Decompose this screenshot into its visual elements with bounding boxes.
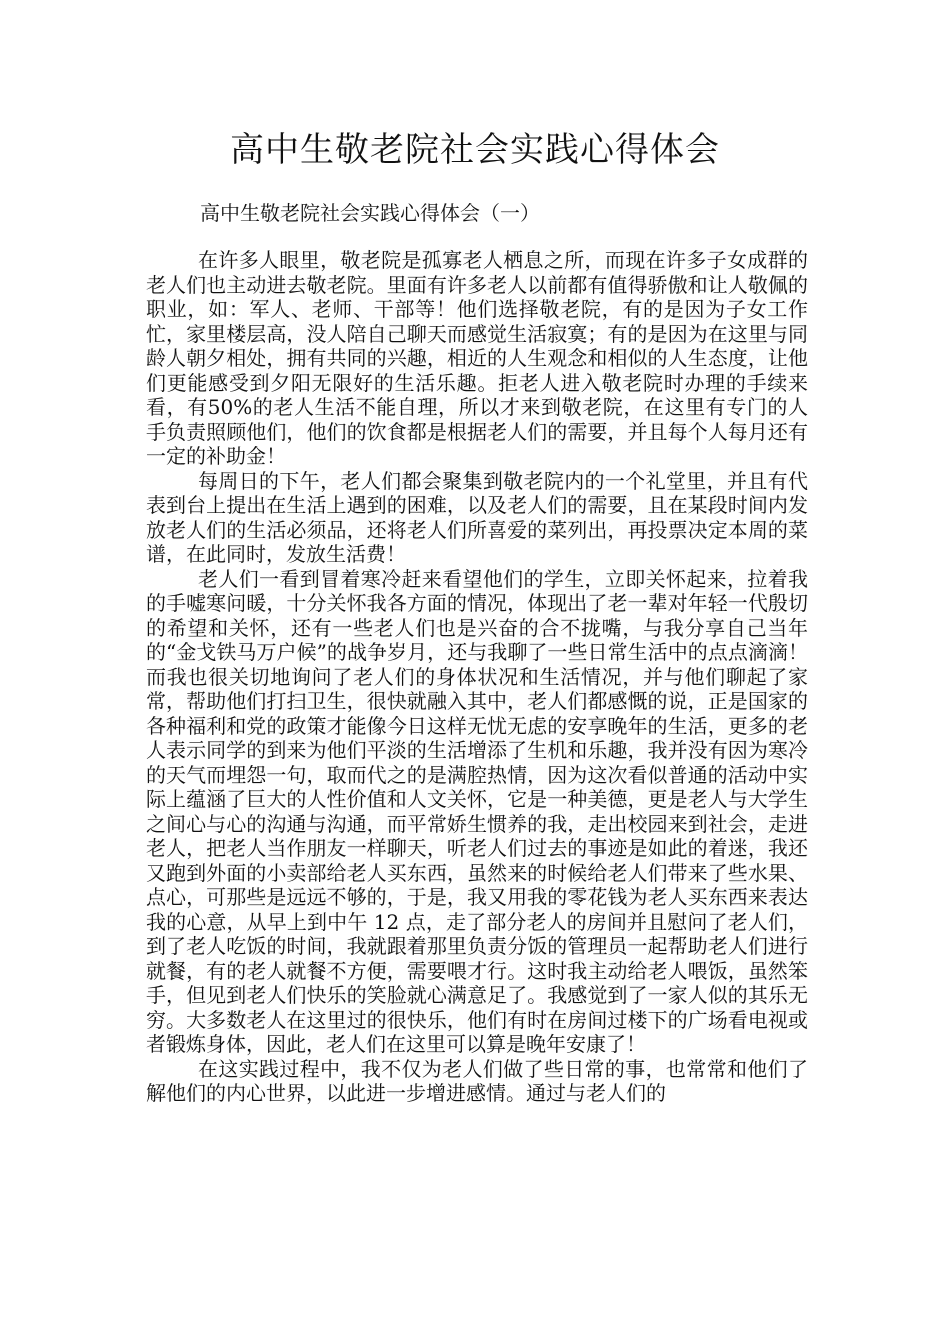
paragraph-1: 在许多人眼里，敬老院是孤寡老人栖息之所，而现在许多子女成群的老人们也主动进去敬老院。里面有许多老人以前都有值得骄傲和让人敬佩的职业，如：军人、老师、干部等！他们选择敬老院，有的是因为子女工作忙，家里楼层高，没人陪自己聊天而感觉生活寂寞；有的是因为在这里与同龄人朝夕相处，拥有共同的兴趣，相近的人生观念和相似的人生态度，让他们更能感受到夕阳无限好的生活乐趣。拒老人进入敬老院时办理的手续来看，有50%的老人生活不能自理，所以才来到敬老院，在这里有专门的人手负责照顾他们，他们的饮食都是根据老人们的需要，并且每个人每月还有一定的补助金！ [146,248,808,468]
paragraph-2: 每周日的下午，老人们都会聚集到敬老院内的一个礼堂里，并且有代表到台上提出在生活上遇到的困难，以及老人们的需要，且在某段时间内发放老人们的生活必须品，还将老人们所喜爱的菜列出，再投票决定本周的菜谱，在此同时，发放生活费！ [146,468,808,566]
document-subtitle: 高中生敬老院社会实践心得体会（一） [200,201,540,225]
paragraph-3: 老人们一看到冒着寒冷赶来看望他们的学生，立即关怀起来，拉着我的手嘘寒问暖，十分关怀我各方面的情况，体现出了老一辈对年轻一代殷切的希望和关怀，还有一些老人们也是兴奋的合不拢嘴，与我分享自己当年的“金戈铁马万户候”的战争岁月，还与我聊了一些日常生活中的点点滴滴！而我也很关切地询问了老人们的身体状况和生活情况，并与他们聊起了家常，帮助他们打扫卫生，很快就融入其中，老人们都感慨的说，正是国家的各种福利和党的政策才能像今日这样无忧无虑的安享晚年的生活，更多的老人表示同学的到来为他们平淡的生活增添了生机和乐趣，我并没有因为寒冷的天气而埋怨一句，取而代之的是满腔热情，因为这次看似普通的活动中实际上蕴涵了巨大的人性价值和人文关怀，它是一种美德，更是老人与大学生之间心与心的沟通与沟通，而平常娇生惯养的我，走出校园来到社会，走进老人，把老人当作朋友一样聊天，听老人们过去的事迹是如此的着迷，我还又跑到外面的小卖部给老人买东西，虽然来的时候给老人们带来了些水果、点心，可那些是远远不够的，于是，我又用我的零花钱为老人买东西来表达我的心意，从早上到中午 12 点，走了部分老人的房间并且慰问了老人们，到了老人吃饭的时间，我就跟着那里负责分饭的管理员一起帮助老人们进行就餐，有的老人就餐不方便，需要喂才行。这时我主动给老人喂饭，虽然笨手，但见到老人们快乐的笑脸就心满意足了。我感觉到了一家人似的其乐无穷。大多数老人在这里过的很快乐，他们有时在房间过楼下的广场看电视或者锻炼身体，因此，老人们在这里可以算是晚年安康了！ [146,566,808,1056]
paragraph-4: 在这实践过程中，我不仅为老人们做了些日常的事，也常常和他们了解他们的内心世界，以此进一步增进感情。通过与老人们的 [146,1056,808,1105]
document-title: 高中生敬老院社会实践心得体会 [230,130,720,170]
document-body [146,248,808,1106]
